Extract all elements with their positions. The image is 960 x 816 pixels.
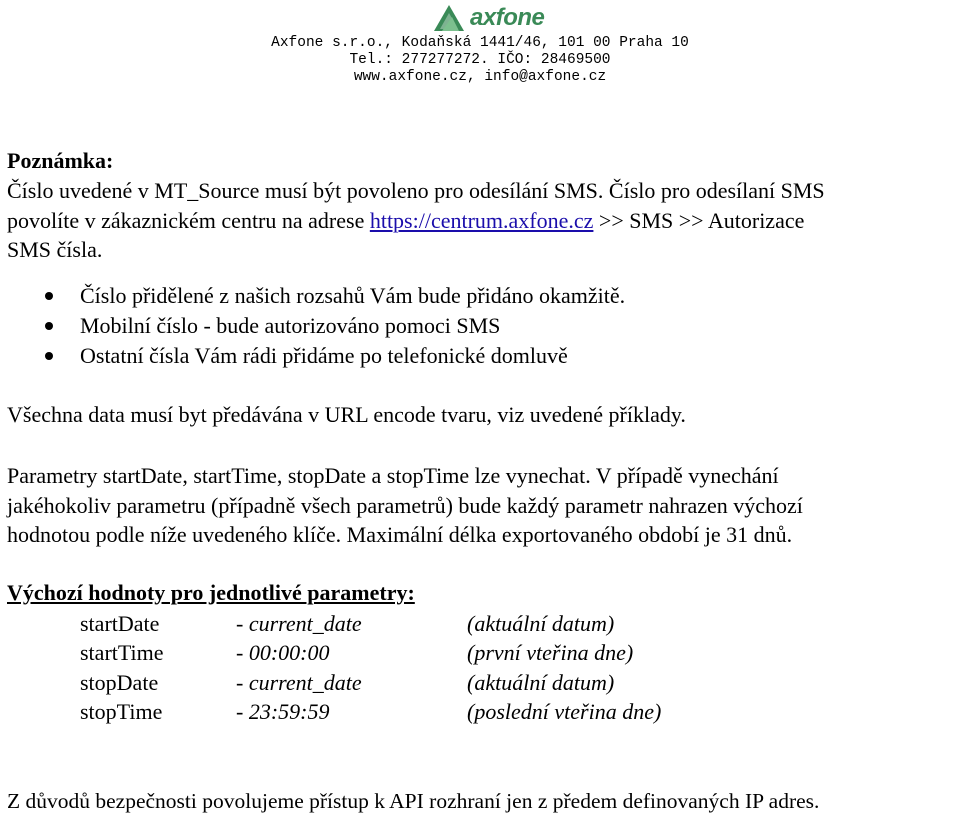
default-param-desc: (aktuální datum) <box>467 611 615 636</box>
company-phone-ico: Tel.: 277277272. IČO: 28469500 <box>349 52 611 68</box>
default-param-value: - current_date <box>236 611 362 636</box>
default-param-name: stopDate <box>80 670 159 695</box>
logo-text: axfone <box>470 4 545 31</box>
company-address: Axfone s.r.o., Kodaňská 1441/46, 101 00 Praha 10 <box>271 35 689 51</box>
bullet-icon <box>45 292 53 300</box>
bullet-item-3: Ostatní čísla Vám rádi přidáme po telefonické domluvě <box>80 343 568 368</box>
default-param-desc: (poslední vteřina dne) <box>467 699 662 724</box>
paragraph-params-line-2: jakéhokoliv parametru (případně všech parametrů) bude každý parametr nahrazen výchozí <box>7 493 803 518</box>
note-line-2-suffix: >> SMS >> Autorizace <box>593 208 805 233</box>
paragraph-url-encode: Všechna data musí byt předávána v URL encode tvaru, viz uvedené příklady. <box>7 402 686 427</box>
centrum-link[interactable]: https://centrum.axfone.cz <box>369 208 594 233</box>
default-param-name: startTime <box>80 640 164 665</box>
bullet-icon <box>45 322 53 330</box>
note-line-3: SMS čísla. <box>7 237 103 262</box>
default-param-desc: (aktuální datum) <box>467 670 615 695</box>
paragraph-params-line-1: Parametry startDate, startTime, stopDate a stopTime lze vynechat. V případě vynechání <box>7 463 779 488</box>
default-param-value: - current_date <box>236 670 362 695</box>
note-line-1: Číslo uvedené v MT_Source musí být povoleno pro odesílání SMS. Číslo pro odesílaní SMS <box>7 178 825 203</box>
default-param-desc: (první vteřina dne) <box>467 640 634 665</box>
axfone-logo-icon <box>432 3 466 33</box>
bullet-item-1: Číslo přidělené z našich rozsahů Vám bude přidáno okamžitě. <box>80 283 626 308</box>
bullet-icon <box>45 352 53 360</box>
axfone-logo <box>432 2 544 34</box>
note-heading: Poznámka: <box>7 148 114 173</box>
defaults-heading: Výchozí hodnoty pro jednotlivé parametry: <box>7 580 415 605</box>
default-param-name: startDate <box>80 611 160 636</box>
default-param-value: - 00:00:00 <box>236 640 330 665</box>
default-param-value: - 23:59:59 <box>236 699 330 724</box>
bullet-item-2: Mobilní číslo - bude autorizováno pomoci SMS <box>80 313 501 338</box>
company-web-email: www.axfone.cz, info@axfone.cz <box>353 69 607 85</box>
default-param-name: stopTime <box>80 699 163 724</box>
paragraph-params-line-3: hodnotou podle níže uvedeného klíče. Maximální délka exportovaného období je 31 dnů. <box>7 522 793 547</box>
security-note: Z důvodů bezpečnosti povolujeme přístup k API rozhraní jen z předem definovaných IP adres. <box>7 789 820 813</box>
note-line-2-text: povolíte v zákaznickém centru na adrese <box>7 208 370 233</box>
note-line-2 <box>7 206 804 236</box>
